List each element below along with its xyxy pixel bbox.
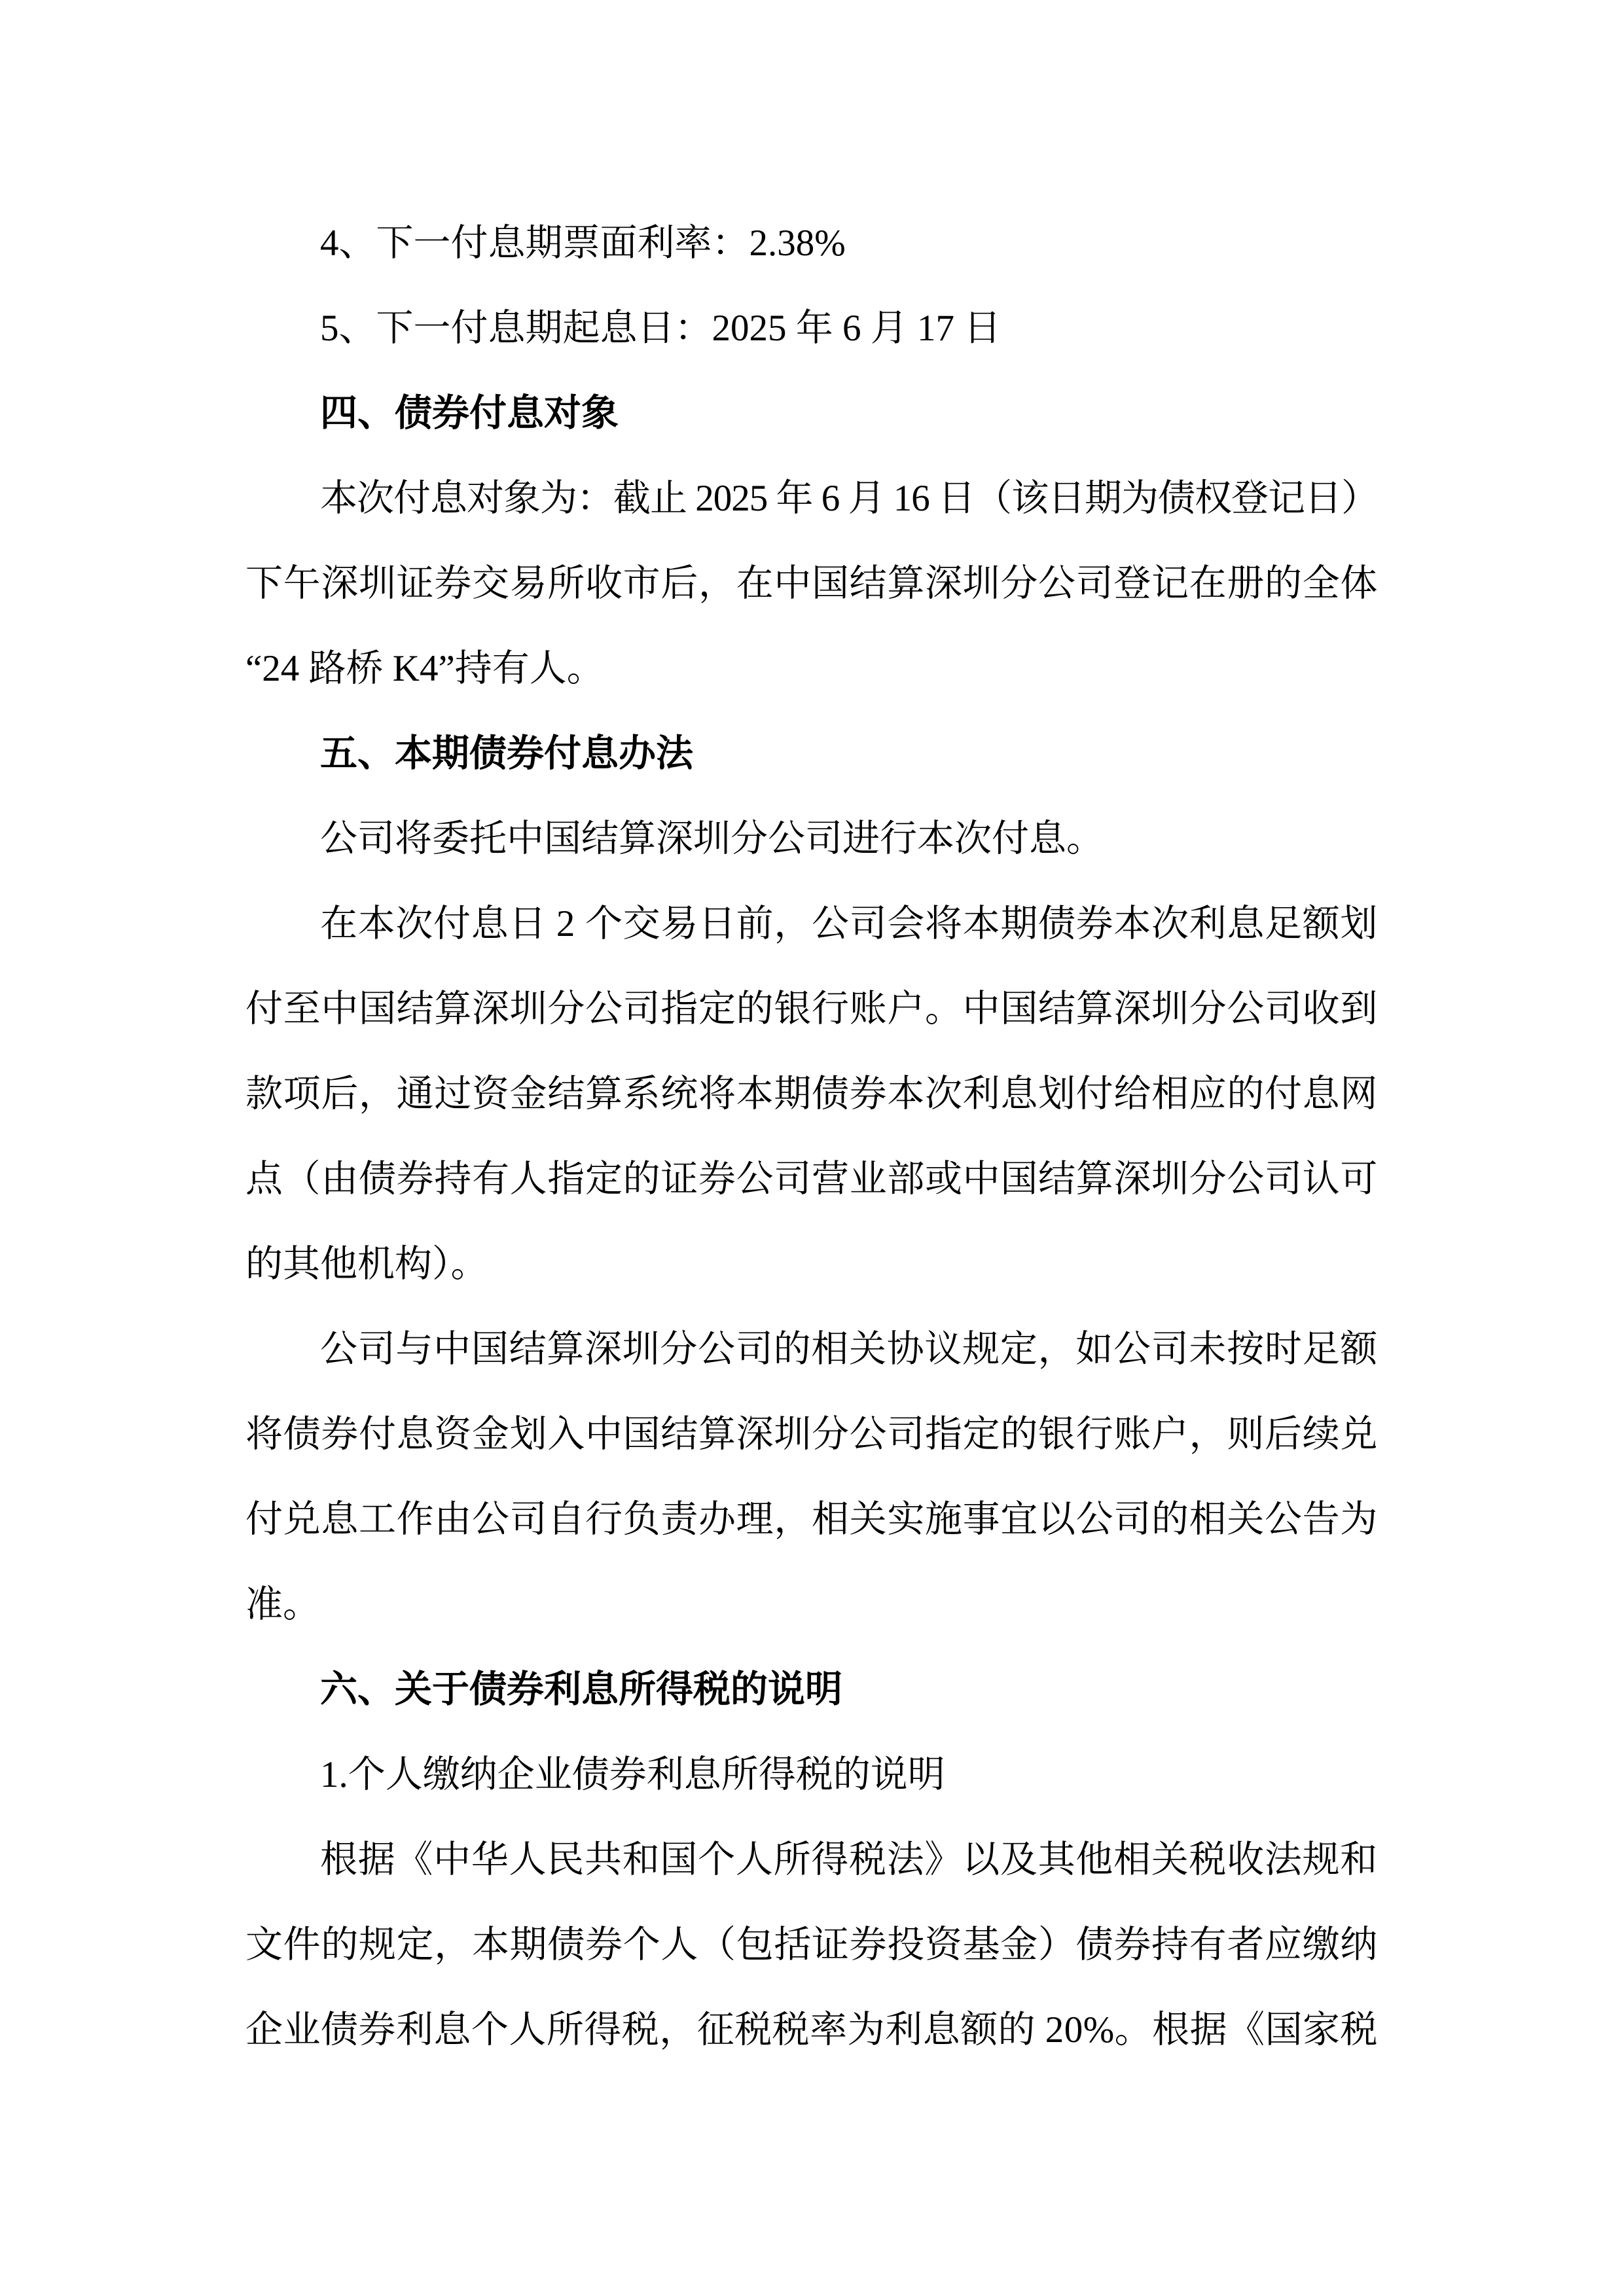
text-line [245,456,1378,541]
line-text: 付兑息工作由公司自行负责办理，相关实施事宜以公司的相关公告为 [245,1499,1378,1540]
line-text: 5、下一付息期起息日：2025 年 6 月 17 日 [320,308,1001,349]
line-text: 将债券付息资金划入中国结算深圳分公司指定的银行账户，则后续兑 [245,1414,1378,1455]
line-text: 准。 [245,1584,320,1625]
text-line [245,882,1378,967]
line-text: 在本次付息日 2 个交易日前，公司会将本期债券本次利息足额划 [320,903,1378,944]
section-heading [245,711,1378,797]
line-text: “24 路桥 K4”持有人。 [245,648,604,689]
text-line [245,1818,1378,1903]
text-line [245,1222,1378,1307]
text-line [245,1988,1378,2073]
line-text: 公司将委托中国结算深圳分公司进行本次付息。 [320,818,1104,859]
text-line [245,1562,1378,1647]
line-text: 六、关于债券利息所得税的说明 [320,1669,842,1710]
line-text: 文件的规定，本期债券个人（包括证券投资基金）债券持有者应缴纳 [245,1924,1378,1965]
text-line [245,626,1378,711]
line-text: 五、本期债券付息办法 [320,733,693,774]
line-text: 企业债券利息个人所得税，征税税率为利息额的 20%。根据《国家税 [245,2009,1378,2051]
text-line [245,1307,1378,1392]
line-text: 款项后，通过资金结算系统将本期债券本次利息划付给相应的付息网 [245,1073,1378,1115]
line-text: 四、债券付息对象 [320,393,619,434]
text-line [245,1392,1378,1477]
text-line [245,1477,1378,1562]
text-line [245,201,1378,286]
text-line [245,286,1378,371]
line-text: 的其他机构）。 [245,1244,488,1285]
text-line [245,1903,1378,1988]
text-line [245,797,1378,882]
line-text: 4、下一付息期票面利率：2.38% [320,223,846,264]
line-text: 点（由债券持有人指定的证券公司营业部或中国结算深圳分公司认可 [245,1158,1378,1200]
line-text: 公司与中国结算深圳分公司的相关协议规定，如公司未按时足额 [320,1329,1378,1370]
document-body [245,201,1378,2073]
text-line [245,967,1378,1052]
line-text: 付至中国结算深圳分公司指定的银行账户。中国结算深圳分公司收到 [245,988,1378,1030]
line-text: 1.个人缴纳企业债券利息所得税的说明 [320,1754,945,1795]
line-text: 下午深圳证券交易所收市后，在中国结算深圳分公司登记在册的全体 [245,563,1378,604]
text-line [245,1732,1378,1818]
section-heading [245,1647,1378,1732]
text-line [245,1052,1378,1137]
line-text: 本次付息对象为：截止 2025 年 6 月 16 日（该日期为债权登记日） [320,478,1378,519]
line-text: 根据《中华人民共和国个人所得税法》以及其他相关税收法规和 [320,1839,1378,1880]
text-line [245,541,1378,626]
text-line [245,1137,1378,1222]
section-heading [245,371,1378,456]
